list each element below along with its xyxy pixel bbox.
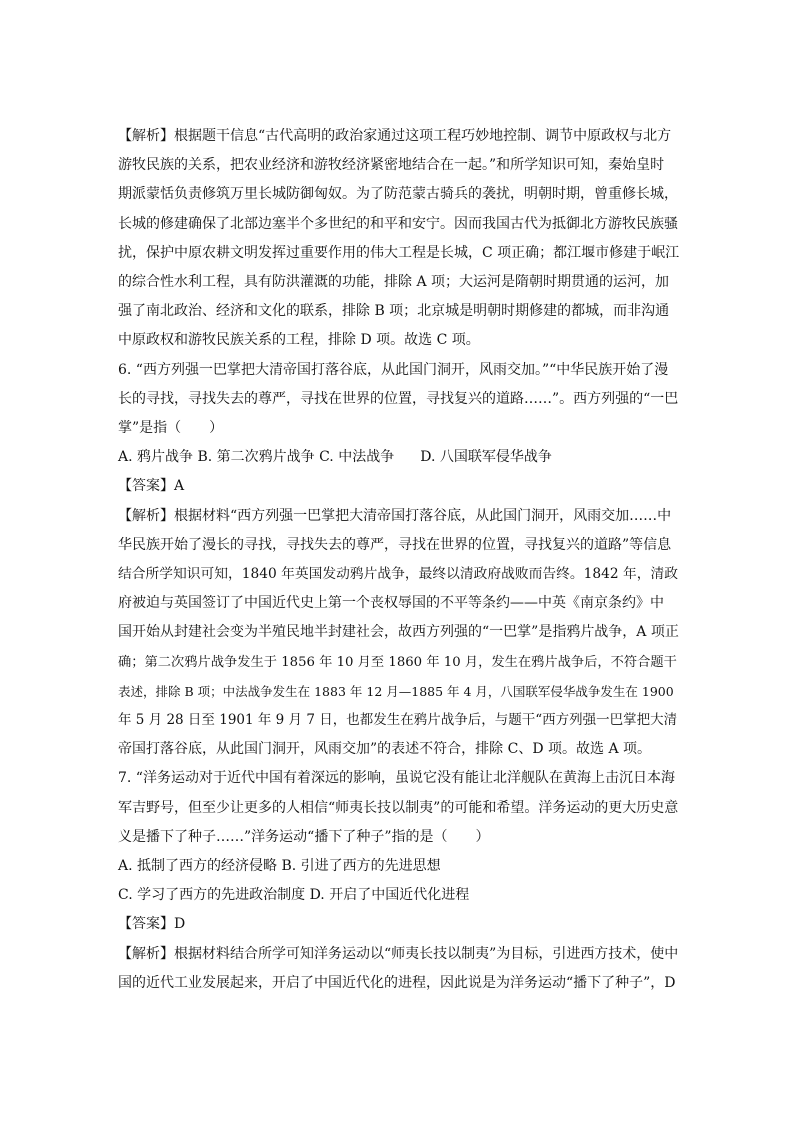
question-7-options [118, 852, 680, 910]
analysis-line: 确；第二次鸦片战争发生于 1856 年 10 月至 1860 年 10 月，发生在鸦片战争后，不符合题干 [118, 654, 677, 670]
question-line: 长的寻找，寻找失去的尊严，寻找在世界的位置，寻找复兴的道路……”。西方列强的“一巴 [118, 390, 679, 407]
analysis-line: 长城的修建确保了北部边塞半个多世纪的和平和安宁。因而我国古代为抵御北方游牧民族骚 [118, 215, 678, 232]
document-body [118, 122, 680, 998]
question-line: 7. “洋务运动对于近代中国有着深远的影响，虽说它没有能让北洋舰队在黄海上击沉日本海 [118, 770, 675, 787]
question-6-options [118, 443, 680, 472]
question-line: 义是播下了种子……”洋务运动“播下了种子”指的是（ ） [118, 828, 490, 845]
analysis-line: 府被迫与英国签订了中国近代史上第一个丧权辱国的不平等条约——中英《南京条约》中 [118, 595, 664, 612]
analysis-line: 华民族开始了漫长的寻找，寻找失去的尊严，寻找在世界的位置，寻找复兴的道路”等信息 [118, 536, 672, 553]
analysis-line: 帝国打落谷底，从此国门洞开，风雨交加”的表述不符合，排除 C、D 项。故选 A 项。 [118, 741, 652, 758]
analysis-line: 表述，排除 B 项；中法战争发生在 1883 年 12 月—1885 年 4 月，八国联军侵华战争发生在 1900 [118, 683, 674, 699]
analysis-block-q6 [118, 502, 680, 765]
option-d: D. 八国联军侵华战争 [420, 449, 552, 466]
question-line: 6. “西方列强一巴掌把大清帝国打落谷底，从此国门洞开，风雨交加。”“中华民族开始了漫 [118, 361, 669, 378]
question-line: 军吉野号，但至少让更多的人相信“师夷长技以制夷”的可能和希望。洋务运动的更大历史意 [118, 799, 679, 816]
analysis-line: 游牧民族的关系，把农业经济和游牧经济紧密地结合在一起。”和所学知识可知，秦始皇时 [118, 157, 665, 174]
question-6 [118, 356, 680, 444]
analysis-line: 年 5 月 28 日至 1901 年 9 月 7 日，也都发生在鸦片战争后，与题干“西方列强一巴掌把大清 [118, 712, 678, 729]
analysis-line: 期派蒙恬负责修筑万里长城防御匈奴。为了防范蒙古骑兵的袭扰，明朝时期，曾重修长城， [118, 186, 678, 203]
analysis-line: 结合所学知识可知，1840 年英国发动鸦片战争，最终以清政府战败而告终。1842 年，清政 [118, 566, 678, 583]
analysis-line: 中原政权和游牧民族关系的工程，排除 D 项。故选 C 项。 [118, 332, 480, 349]
analysis-block-q7 [118, 940, 680, 998]
answer-q7: 【答案】D [118, 916, 186, 933]
answer-q6: 【答案】A [118, 478, 185, 495]
question-line: 掌”是指（ ） [118, 420, 224, 437]
option-group-abc: A. 鸦片战争 B. 第二次鸦片战争 C. 中法战争 [118, 449, 395, 466]
analysis-line: 【解析】根据题干信息“古代高明的政治家通过这项工程巧妙地控制、调节中原政权与北方 [118, 128, 672, 144]
option-line: A. 抵制了西方的经济侵略 B. 引进了西方的先进思想 [118, 858, 441, 875]
analysis-line: 【解析】根据材料“西方列强一巴掌把大清帝国打落谷底，从此国门洞开，风雨交加……中 [118, 507, 672, 524]
option-line: C. 学习了西方的先进政治制度 D. 开启了中国近代化进程 [118, 887, 470, 904]
analysis-line: 国开始从封建社会变为半殖民地半封建社会，故西方列强的“一巴掌”是指鸦片战争，A 项正 [118, 624, 679, 641]
analysis-line: 【解析】根据材料结合所学可知洋务运动以“师夷长技以制夷”为目标，引进西方技术，使中 [118, 945, 679, 962]
question-7 [118, 764, 680, 852]
analysis-line: 的综合性水利工程，具有防洪灌溉的功能，排除 A 项；大运河是隋朝时期贯通的运河，加 [118, 274, 670, 291]
analysis-line: 扰，保护中原农耕文明发挥过重要作用的伟大工程是长城，C 项正确；都江堰市修建于岷江 [118, 244, 680, 261]
analysis-line: 国的近代工业发展起来，开启了中国近代化的进程，因此说是为洋务运动“播下了种子”，D [118, 974, 676, 991]
analysis-line: 强了南北政治、经济和文化的联系，排除 B 项；北京城是明朝时期修建的都城，而非沟通 [118, 303, 670, 320]
analysis-block-q5 [118, 122, 680, 356]
